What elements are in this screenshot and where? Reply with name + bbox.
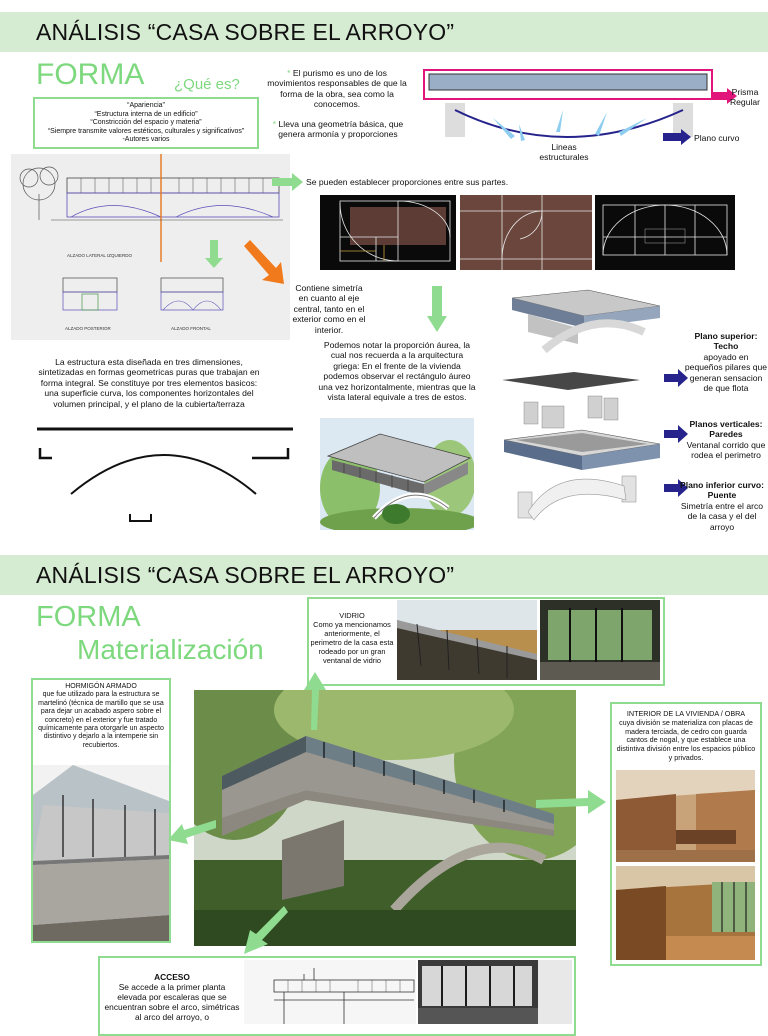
golden-ratio-drawing-2 — [460, 195, 592, 270]
watercolor-sketch — [320, 418, 474, 530]
section1-title: ANÁLISIS “CASA SOBRE EL ARROYO” — [36, 19, 455, 45]
plano-inferior-block — [676, 480, 768, 532]
plano-superior-block — [684, 331, 768, 393]
green-right-arrow — [272, 172, 306, 192]
interior-title: INTERIOR DE LA VIVIENDA / OBRA — [626, 709, 746, 718]
exploded-3d-model — [498, 288, 670, 522]
plano-superior-title: Plano superior: Techo — [694, 331, 758, 352]
orange-arrow — [240, 240, 290, 288]
plano-inferior-title: Plano inferior curvo: Puente — [679, 480, 765, 501]
green-down-arrow — [427, 286, 447, 334]
vidrio-title: VIDRIO — [339, 611, 365, 620]
vidrio-text: Como ya mencionamos anteriormente, el perimetro de la casa esta rodeado por un gran ventanal de vidrio — [310, 620, 394, 665]
elev-frontal-label: ALZADO FRONTAL — [171, 326, 211, 331]
green-arrow-left — [168, 818, 218, 846]
planos-verticales-block — [684, 419, 768, 461]
label-plano-curvo: Plano curvo — [694, 133, 740, 143]
section1-header-band — [0, 12, 768, 52]
bullet-purismo-text: El purismo es uno de los movimientos responsables de que la forma de la obra, sea como la conocemos. — [267, 68, 407, 110]
bullet-geometria — [268, 119, 408, 140]
forma-heading-2: FORMA — [36, 601, 141, 633]
hormigon-title: HORMIGÓN ARMADO — [65, 683, 137, 690]
label-lineas: Lineas estructurales — [539, 142, 589, 163]
interior-text: cuya división se materializa con placas de madera terciada, de cedro con guarda cantos de nogal, y que establece una distintiva división entre los espacios público y privados. — [616, 717, 756, 762]
vidrio-photo-1 — [397, 600, 537, 680]
definition-quote: “Apariencia” “Estructura interna de un edificio” “Constricción del espacio y materia” “Siempre transmite valores estéticos, culturales y significativos” -Autores varios — [47, 102, 245, 144]
que-es-heading: ¿Qué es? — [174, 76, 240, 93]
bullet-mark: * — [287, 68, 291, 78]
forma-heading: FORMA — [36, 58, 145, 91]
interior-photo-1 — [616, 770, 755, 862]
interior-photo-2 — [616, 866, 755, 960]
acceso-title: ACCESO — [154, 972, 190, 982]
materializacion-heading: Materialización — [77, 634, 264, 665]
vidrio-photo-2 — [540, 600, 660, 680]
section2-header-band — [0, 555, 768, 595]
three-elements-drawing — [34, 420, 296, 526]
bullet-purismo — [266, 68, 408, 110]
aurea-text: Podemos notar la proporción áurea, la cual nos recuerda a la arquitectura griega: En el frente de la vivienda podemos observar el rectángulo áureo una vez horizontalmente, mientras que la vista lateral equivale a tres de estos. — [318, 340, 476, 403]
acceso-text: Se accede a la primer planta elevada por escaleras que se encuentran sobre el arco, simétricas al arco del arroyo, o — [104, 982, 240, 1022]
vidrio-block — [310, 611, 394, 665]
plano-inferior-text: Simetría entre el arco de la casa y el del arroyo — [680, 500, 764, 532]
acceso-drawing — [244, 960, 416, 1024]
green-arrow-down-left — [240, 904, 288, 956]
simetria-text: Contiene simetría en cuanto al eje central, tanto en el exterior como en el interior. — [292, 283, 366, 335]
proporciones-text: Se pueden establecer proporciones entre sus partes. — [306, 177, 509, 187]
golden-ratio-drawing-3 — [595, 195, 735, 270]
section2-title: ANÁLISIS “CASA SOBRE EL ARROYO” — [36, 562, 455, 588]
golden-ratio-drawing-1 — [320, 195, 456, 270]
interior-block — [614, 710, 758, 763]
elev-posterior-label: ALZADO POSTERIOR — [65, 326, 111, 331]
label-prisma: Prisma Regular — [729, 87, 761, 108]
estructura-text: La estructura esta diseñada en tres dimensiones, sintetizadas en formas geometricas puras que trabajan en forma integral. Se constituye por tres elementos basicos: una superficie curva, los componentes horizontales del volumen principal, y el plano de la cubierta/terraza — [38, 357, 260, 409]
planos-verticales-title: Planos verticales: Paredes — [689, 419, 763, 440]
plano-superior-text: apoyado en pequeños pilares que generan sensacion de que flota — [684, 351, 768, 394]
hormigon-text: que fue utilizado para la estructura se martelinó (técnica de martillo que se usa para dejar un acabado aspero sobre el concreto) en el exterior y fue tratado químicamente para otorgarle un aspecto distintivo y dejarlo a la intemperie sin recubiertos. — [38, 691, 164, 749]
green-arrow-right — [536, 790, 608, 816]
acceso-photo — [418, 960, 572, 1024]
acceso-block — [104, 972, 240, 1022]
bullet-geometria-text: Lleva una geometría básica, que genera armonía y proporciones — [278, 119, 404, 140]
hormigon-block — [35, 683, 167, 750]
green-arrow-up — [304, 672, 326, 732]
planos-verticales-text: Ventanal corrido que rodea el perimetro — [686, 439, 766, 461]
bullet-mark: * — [272, 119, 277, 129]
definition-quote-box — [33, 97, 259, 149]
hormigon-photo — [33, 765, 169, 941]
elev-lateral-label: ALZADO LATERAL IZQUIERDO — [67, 253, 133, 258]
